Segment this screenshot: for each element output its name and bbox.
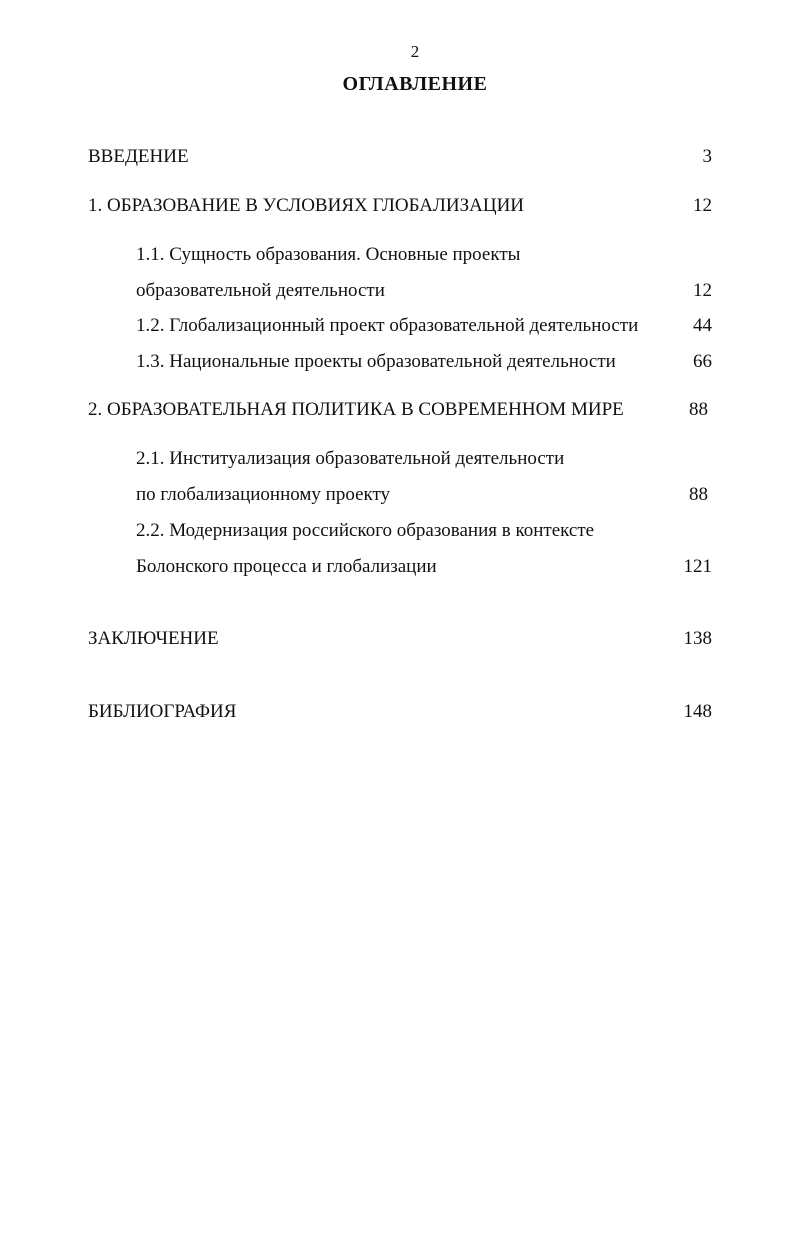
toc-entry-section-2-1-line2: по глобализационному проекту xyxy=(136,484,391,505)
toc-page-conclusion: 138 xyxy=(683,628,712,649)
toc-entry-conclusion: ЗАКЛЮЧЕНИЕ xyxy=(88,628,219,649)
toc-entry-section-2-2-line2: Болонского процесса и глобализации xyxy=(136,556,437,577)
toc-page-bibliography: 148 xyxy=(683,701,712,722)
toc-entry-bibliography: БИБЛИОГРАФИЯ xyxy=(88,701,237,722)
toc-page-chapter-2: 88 xyxy=(689,399,708,420)
toc-page-section-1-1: 12 xyxy=(693,280,712,301)
toc-entry-section-2-1-line1: 2.1. Институализация образовательной деятельности xyxy=(136,448,565,469)
toc-entry-chapter-1: 1. ОБРАЗОВАНИЕ В УСЛОВИЯХ ГЛОБАЛИЗАЦИИ xyxy=(88,195,525,216)
toc-page-section-2-1: 88 xyxy=(689,484,708,505)
toc-entry-section-2-2-line1: 2.2. Модернизация российского образования в контексте xyxy=(136,520,595,541)
toc-page-section-1-2: 44 xyxy=(693,315,712,336)
toc-entry-section-1-3: 1.3. Национальные проекты образовательной деятельности xyxy=(136,351,616,372)
page-number: 2 xyxy=(410,42,420,61)
toc-entry-section-1-1-line2: образовательной деятельности xyxy=(136,280,385,301)
toc-entry-intro: ВВЕДЕНИЕ xyxy=(88,146,189,167)
toc-entry-section-1-2: 1.2. Глобализационный проект образовательной деятельности xyxy=(136,315,639,336)
toc-title: ОГЛАВЛЕНИЕ xyxy=(342,73,488,95)
toc-entry-section-1-1-line1: 1.1. Сущность образования. Основные проекты xyxy=(136,244,521,265)
toc-page-section-2-2: 121 xyxy=(683,556,712,577)
toc-page-intro: 3 xyxy=(702,146,712,167)
toc-page-chapter-1: 12 xyxy=(693,195,712,216)
toc-page-section-1-3: 66 xyxy=(693,351,712,372)
toc-entry-chapter-2: 2. ОБРАЗОВАТЕЛЬНАЯ ПОЛИТИКА В СОВРЕМЕННОМ МИРЕ xyxy=(88,399,624,420)
